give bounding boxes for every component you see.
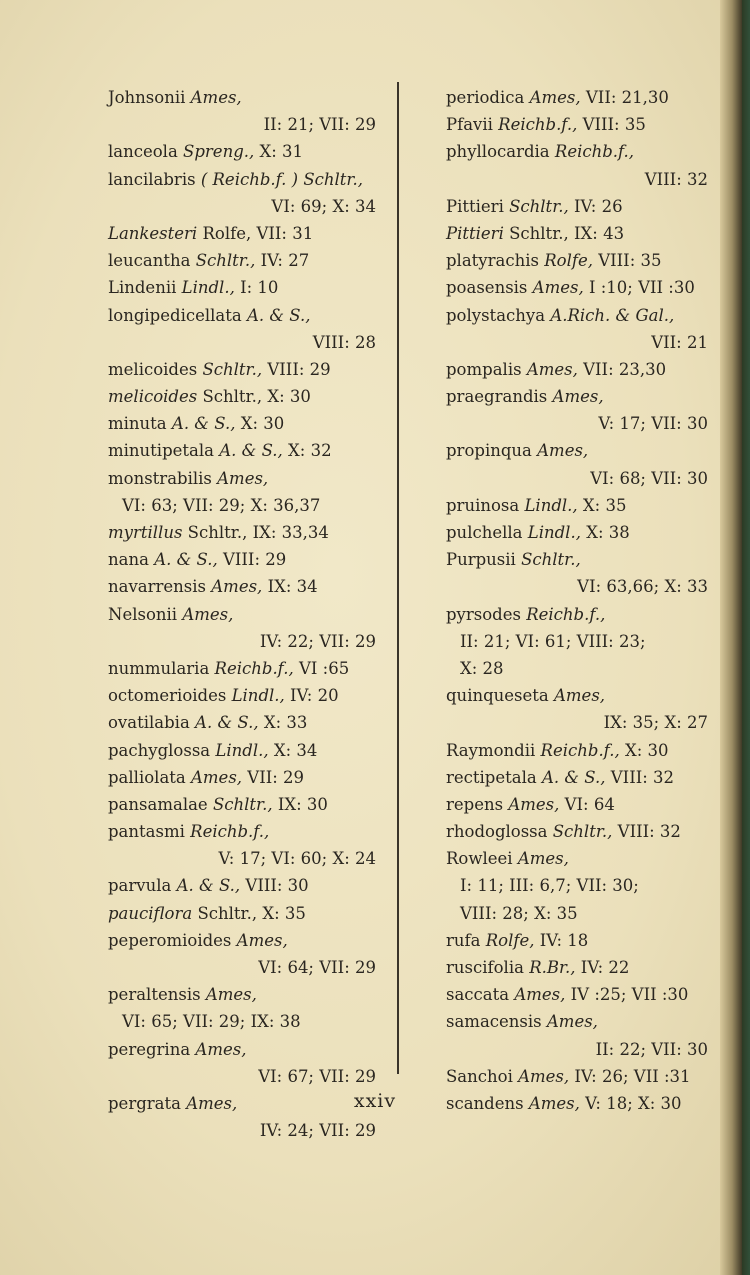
volume-reference: VIII: 35 xyxy=(598,251,662,271)
author-citation: Schltr., xyxy=(521,550,581,570)
index-column-left xyxy=(108,84,376,1144)
species-name: pergrata xyxy=(108,1093,181,1113)
species-name: ovatilabia xyxy=(108,713,190,733)
author-citation: Lindl., xyxy=(524,495,578,515)
species-name: lanceola xyxy=(108,142,178,162)
reference-continuation xyxy=(108,845,376,872)
volume-reference: X: 31 xyxy=(259,142,304,162)
reference-continuation xyxy=(108,1008,376,1035)
volume-reference: IX: 30 xyxy=(277,794,328,814)
index-entry xyxy=(446,764,708,791)
author-citation: Schltr., xyxy=(509,223,569,243)
volume-reference: VI: 64 xyxy=(564,794,615,814)
author-citation: Ames, xyxy=(205,985,257,1005)
author-citation: Ames, xyxy=(554,686,606,706)
volume-reference: X: 30 xyxy=(267,387,311,407)
author-citation: Ames, xyxy=(552,387,604,407)
volume-reference: V: 17; VI: 60; X: 24 xyxy=(218,849,376,869)
species-name: melicoides xyxy=(108,359,198,379)
author-citation: Ames, xyxy=(514,985,566,1005)
species-name: Pittieri xyxy=(446,223,504,243)
species-name: rectipetala xyxy=(446,767,537,787)
species-name: Lankesteri xyxy=(108,223,198,243)
reference-continuation xyxy=(108,492,376,519)
species-name: minutipetala xyxy=(108,441,214,461)
reference-continuation xyxy=(446,628,708,655)
species-name: peregrina xyxy=(108,1039,191,1059)
author-citation: A. & S., xyxy=(541,767,606,787)
author-citation: A. & S., xyxy=(154,550,218,570)
volume-reference: IV: 26; VII :31 xyxy=(574,1066,691,1086)
index-entry xyxy=(446,111,708,138)
author-citation: Ames, xyxy=(546,1012,598,1032)
species-name: phyllocardia xyxy=(446,142,550,162)
species-name: longipedicellata xyxy=(108,305,242,325)
index-entry xyxy=(446,302,708,329)
volume-reference: IX: 33,34 xyxy=(252,523,329,542)
volume-reference: VII: 31 xyxy=(256,223,314,243)
author-citation: Ames, xyxy=(195,1039,247,1059)
volume-reference: VIII: 32 xyxy=(617,822,681,842)
volume-reference: VI: 68; VII: 30 xyxy=(590,468,708,488)
index-entry xyxy=(108,437,376,464)
author-citation: Ames, xyxy=(529,88,581,107)
index-entry xyxy=(446,981,708,1008)
author-citation: Ames, xyxy=(182,604,234,624)
volume-reference: IX: 43 xyxy=(574,223,625,243)
index-entry xyxy=(446,737,708,764)
species-name: polystachya xyxy=(446,305,546,325)
reference-continuation xyxy=(446,465,708,492)
author-citation: Ames, xyxy=(211,577,263,597)
reference-continuation xyxy=(108,193,376,220)
index-entry xyxy=(108,927,376,954)
index-entry xyxy=(108,220,376,247)
volume-reference: IV: 20 xyxy=(290,686,339,706)
author-citation: Schltr., xyxy=(195,251,256,271)
volume-reference: X: 30 xyxy=(624,740,669,760)
author-citation: Reichb.f., xyxy=(214,658,294,678)
species-name: samacensis xyxy=(446,1012,542,1032)
index-entry xyxy=(108,84,376,111)
species-name: pauciflora xyxy=(108,903,193,923)
author-citation: Schltr., xyxy=(202,359,263,379)
author-citation: Spreng., xyxy=(183,142,255,162)
volume-reference: IV: 27 xyxy=(260,251,310,271)
volume-reference: IV: 24; VII: 29 xyxy=(259,1121,376,1141)
species-name: pruinosa xyxy=(446,495,520,515)
volume-reference: VI: 67; VII: 29 xyxy=(258,1066,376,1086)
reference-continuation xyxy=(446,166,708,193)
author-citation: A. & S., xyxy=(219,441,283,461)
author-citation: Schltr., xyxy=(202,387,263,407)
reference-continuation xyxy=(446,410,708,437)
index-entry xyxy=(108,247,376,274)
book-cover-edge xyxy=(742,0,750,1275)
volume-reference: X: 33 xyxy=(263,713,308,733)
author-citation: Ames, xyxy=(190,88,242,107)
volume-reference: X: 30 xyxy=(240,414,285,434)
index-entry xyxy=(446,193,708,220)
volume-reference: X: 35 xyxy=(582,495,627,515)
reference-continuation xyxy=(108,329,376,356)
volume-reference: II: 22; VII: 30 xyxy=(595,1039,708,1059)
author-citation: Schltr., xyxy=(552,822,613,842)
index-entry xyxy=(108,818,376,845)
species-name: pulchella xyxy=(446,523,523,542)
author-citation: Lindl., xyxy=(231,686,285,706)
volume-reference: IV :25; VII :30 xyxy=(570,985,689,1005)
author-citation: Ames, xyxy=(191,767,243,787)
volume-reference: VII: 23,30 xyxy=(583,359,667,379)
author-citation: Ames, xyxy=(236,930,288,950)
reference-continuation xyxy=(446,900,708,927)
species-name: leucantha xyxy=(108,251,191,271)
volume-reference: VIII: 29 xyxy=(222,550,287,570)
species-name: Nelsonii xyxy=(108,604,178,624)
volume-reference: VI: 64; VII: 29 xyxy=(258,958,376,977)
volume-reference: IX: 35; X: 27 xyxy=(603,713,708,733)
index-entry xyxy=(108,546,376,573)
volume-reference: VII: 21 xyxy=(651,332,708,352)
species-name: pansamalae xyxy=(108,794,208,814)
author-citation: A. & S., xyxy=(176,876,241,896)
species-name: Rowleei xyxy=(446,849,513,869)
species-name: parvula xyxy=(108,876,172,896)
index-entry xyxy=(446,138,708,165)
reference-continuation xyxy=(108,628,376,655)
author-citation: Schltr., xyxy=(187,523,248,542)
author-citation: A. & S., xyxy=(195,713,259,733)
species-name: Pittieri xyxy=(446,196,504,216)
species-name: repens xyxy=(446,794,504,814)
species-name: lancilabris xyxy=(108,169,196,189)
reference-continuation xyxy=(446,1036,708,1063)
species-name: melicoides xyxy=(108,387,198,407)
author-citation: Reichb.f., xyxy=(554,142,635,162)
index-entry xyxy=(108,274,376,301)
species-name: pompalis xyxy=(446,359,522,379)
author-citation: Reichb.f., xyxy=(190,822,270,842)
index-entry xyxy=(108,519,376,546)
index-entry xyxy=(108,465,376,492)
index-entry xyxy=(108,655,376,682)
index-entry xyxy=(446,546,708,573)
author-citation: Ames, xyxy=(217,468,269,488)
volume-reference: VIII: 28; X: 35 xyxy=(460,903,578,923)
volume-reference: I :10; VII :30 xyxy=(588,278,695,298)
volume-reference: II: 21; VI: 61; VIII: 23; xyxy=(460,631,646,651)
species-name: ruscifolia xyxy=(446,958,524,977)
volume-reference: VII: 29 xyxy=(247,767,305,787)
author-citation: Ames, xyxy=(186,1093,238,1113)
author-citation: Schltr., xyxy=(509,196,569,216)
author-citation: Rolfe, xyxy=(202,223,252,243)
volume-reference: V: 17; VII: 30 xyxy=(598,414,708,434)
volume-reference: VIII: 32 xyxy=(644,169,708,189)
index-entry xyxy=(446,682,708,709)
index-entry xyxy=(446,356,708,383)
index-entry xyxy=(446,954,708,981)
volume-reference: X: 34 xyxy=(273,740,318,760)
species-name: Sanchoi xyxy=(446,1066,513,1086)
reference-continuation xyxy=(446,655,708,682)
index-entry xyxy=(446,274,708,301)
volume-reference: IV: 26 xyxy=(574,196,623,216)
author-citation: Lindl., xyxy=(181,278,235,298)
volume-reference: IV: 18 xyxy=(539,930,589,950)
volume-reference: IV: 22 xyxy=(580,958,630,977)
reference-continuation xyxy=(108,1117,376,1144)
index-entry xyxy=(108,682,376,709)
species-name: quinqueseta xyxy=(446,686,549,706)
volume-reference: VIII: 35 xyxy=(582,115,646,135)
volume-reference: VI :65 xyxy=(298,658,350,678)
species-name: myrtillus xyxy=(108,523,183,542)
species-name: Raymondii xyxy=(446,740,536,760)
species-name: nummularia xyxy=(108,658,210,678)
volume-reference: I: 10 xyxy=(240,278,279,298)
author-citation: A. & S., xyxy=(171,414,236,434)
index-entry xyxy=(446,845,708,872)
index-entry xyxy=(108,302,376,329)
author-citation: Lindl., xyxy=(527,523,581,542)
volume-reference: IX: 34 xyxy=(267,577,318,597)
index-entry xyxy=(108,166,376,193)
index-entry xyxy=(108,1036,376,1063)
index-entry xyxy=(108,356,376,383)
author-citation: Ames, xyxy=(508,794,560,814)
species-name: pantasmi xyxy=(108,822,185,842)
author-citation: Rolfe, xyxy=(544,251,593,271)
index-entry xyxy=(446,220,708,247)
volume-reference: VIII: 29 xyxy=(267,359,331,379)
species-name: praegrandis xyxy=(446,387,548,407)
volume-reference: VI: 65; VII: 29; IX: 38 xyxy=(122,1012,301,1032)
volume-reference: IV: 22; VII: 29 xyxy=(259,631,376,651)
volume-reference: X: 28 xyxy=(460,658,504,678)
index-entry xyxy=(108,383,376,410)
volume-reference: II: 21; VII: 29 xyxy=(263,115,376,135)
index-entry xyxy=(108,900,376,927)
index-entry xyxy=(446,1063,708,1090)
index-entry xyxy=(108,138,376,165)
volume-reference: VIII: 30 xyxy=(245,876,309,896)
species-name: poasensis xyxy=(446,278,528,298)
reference-continuation xyxy=(108,954,376,981)
index-entry xyxy=(108,872,376,899)
index-column-right xyxy=(446,84,708,1117)
column-divider xyxy=(397,82,399,1074)
index-entry xyxy=(446,247,708,274)
volume-reference: X: 35 xyxy=(262,903,306,923)
index-entry xyxy=(446,818,708,845)
author-citation: Reichb.f., xyxy=(498,115,578,135)
author-citation: ( Reichb.f. ) Schltr., xyxy=(200,169,363,189)
index-entry xyxy=(446,437,708,464)
author-citation: Ames, xyxy=(518,1066,570,1086)
species-name: Lindenii xyxy=(108,278,177,298)
reference-continuation xyxy=(108,111,376,138)
index-entry xyxy=(446,791,708,818)
author-citation: Ames, xyxy=(517,849,569,869)
index-entry xyxy=(446,927,708,954)
index-entry xyxy=(108,709,376,736)
reference-continuation xyxy=(446,872,708,899)
author-citation: Ames, xyxy=(532,278,584,298)
index-entry xyxy=(446,84,708,111)
author-citation: Ames, xyxy=(526,359,578,379)
author-citation: Lindl., xyxy=(215,740,269,760)
species-name: palliolata xyxy=(108,767,186,787)
author-citation: Schltr., xyxy=(212,794,273,814)
index-entry xyxy=(108,737,376,764)
reference-continuation xyxy=(108,1063,376,1090)
index-entry xyxy=(446,519,708,546)
species-name: propinqua xyxy=(446,441,532,461)
index-entry xyxy=(108,410,376,437)
reference-continuation xyxy=(446,709,708,736)
species-name: rhodoglossa xyxy=(446,822,548,842)
species-name: rufa xyxy=(446,930,481,950)
species-name: monstrabilis xyxy=(108,468,212,488)
reference-continuation xyxy=(446,329,708,356)
species-name: periodica xyxy=(446,88,525,107)
author-citation: Reichb.f., xyxy=(540,740,620,760)
species-name: Purpusii xyxy=(446,550,516,570)
index-entry xyxy=(446,601,708,628)
species-name: Pfavii xyxy=(446,115,493,135)
volume-reference: X: 38 xyxy=(586,523,630,542)
index-entry xyxy=(446,1008,708,1035)
volume-reference: I: 11; III: 6,7; VII: 30; xyxy=(460,876,639,896)
reference-continuation xyxy=(446,573,708,600)
index-entry xyxy=(108,764,376,791)
species-name: navarrensis xyxy=(108,577,207,597)
volume-reference: VIII: 32 xyxy=(610,767,675,787)
species-name: peperomioides xyxy=(108,930,232,950)
volume-reference: VII: 21,30 xyxy=(585,88,669,107)
volume-reference: VI: 63,66; X: 33 xyxy=(577,577,708,597)
author-citation: Rolfe, xyxy=(485,930,535,950)
author-citation: A. & S., xyxy=(246,305,311,325)
author-citation: Ames, xyxy=(528,1093,580,1113)
index-entry xyxy=(108,573,376,600)
volume-reference: VI: 69; X: 34 xyxy=(271,196,376,216)
volume-reference: V: 18; X: 30 xyxy=(585,1093,682,1113)
species-name: peraltensis xyxy=(108,985,201,1005)
species-name: pachyglossa xyxy=(108,740,211,760)
author-citation: Ames, xyxy=(537,441,589,461)
species-name: Johnsonii xyxy=(108,88,186,107)
volume-reference: VIII: 28 xyxy=(312,332,376,352)
species-name: minuta xyxy=(108,414,167,434)
volume-reference: X: 32 xyxy=(288,441,332,461)
index-entry xyxy=(108,791,376,818)
species-name: nana xyxy=(108,550,149,570)
page-number: xxiv xyxy=(353,1090,397,1112)
author-citation: Schltr., xyxy=(197,903,258,923)
species-name: octomerioides xyxy=(108,686,227,706)
volume-reference: VI: 63; VII: 29; X: 36,37 xyxy=(122,495,321,515)
author-citation: A.Rich. & Gal., xyxy=(550,305,675,325)
species-name: scandens xyxy=(446,1093,524,1113)
author-citation: R.Br., xyxy=(529,958,576,977)
index-entry xyxy=(108,981,376,1008)
species-name: pyrsodes xyxy=(446,604,521,624)
index-entry xyxy=(446,492,708,519)
species-name: saccata xyxy=(446,985,510,1005)
species-name: platyrachis xyxy=(446,251,539,271)
author-citation: Reichb.f., xyxy=(526,604,606,624)
index-entry xyxy=(446,383,708,410)
index-entry xyxy=(108,601,376,628)
